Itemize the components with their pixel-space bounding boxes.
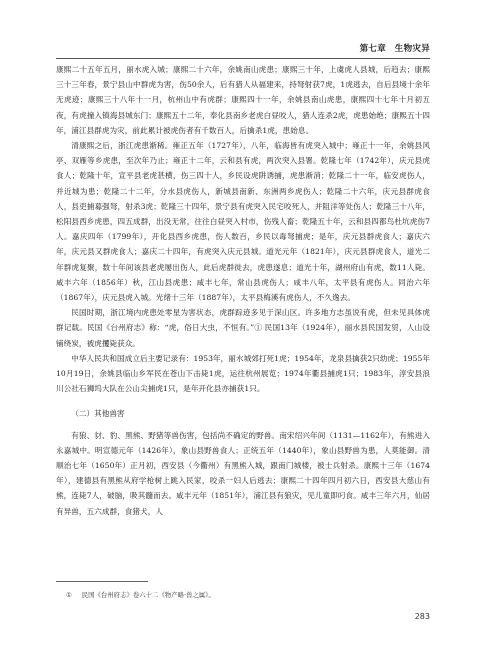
footnote-text: 民国《台州府志》卷六十二《物产略·兽之属》。 — [81, 591, 215, 599]
header-rule — [56, 58, 430, 59]
paragraph-5: 有狼、豺、豹、黑熊、野猪等兽伤害，包括尚不确定的野兽。南宋绍兴年间（1131—1162年），有熊进入永嘉城中。明宣德元年（1426年），象山县野兽食人；正统五年（1440年），象山县野兽为患，人莫能御。清顺治七年（1650年）正月初，西安县（今衢州）有黑熊入城，跟南门城楼，被士兵射杀。康熙十三年（1674年），建德县有黑熊从府学枪树上跳入民家，咬杀一妇人后逃去；康熙二十四年四月初六日，西安县大慈山有熊，连毙7人，破脑，吸其髓而去。咸丰元年（1851年），浦江县有狼灾，见儿童即叼食。咸丰三年六月，仙居有异兽，五六成群，食猪犬，人 — [56, 430, 430, 516]
page-number: 283 — [414, 612, 430, 621]
paragraph-2: 清康熙之后，浙江虎患渐稀。雍正五年（1727年），八年，临海皆有虎突入城中；雍正十一年，余姚县风亭、双雁等乡虎患，至次年乃止；雍正十二年，云和县有虎，两次突入县署。乾隆七年（1742年），庆元县虎食人；乾隆十年，宣平县老虎甚横，伤三四十人，乡民设虎阱诱捕，虎患渐消；乾隆二十一年，临安虎伤人，并近城为患；乾隆二十二年，分水县虎伤人，新城县南新、东洲两乡虎伤人；乾隆二十六年，庆元县群虎食人，县吏捕募强弩，射杀3虎；乾隆三十四年，景宁县有虎突入民宅咬死人，并阻洋等处伤人；乾隆三十八年，松阳县西乡虎患，四五成群，出没无常，往往白昼突入村市，伤残人畜；乾隆五十年，云和县四都鸟杜坑虎伤7人。嘉庆四年（1799年），开化县西乡虎患，伤人数百，乡民以毒弩捕虎；是年，庆元县群虎食人；嘉庆六年，庆元县又群虎食人；嘉庆二十四年，有虎突入庆元县城。道光元年（1821年），庆元县群虎食人，道光二年群虎复聚，数十年间该县老虎屡出伤人，此后虎群徙去，虎患遂息；道光十年，湖州府山有虎，数11人毙。咸丰六年（1856年）秋，江山县虎患；咸丰七年，常山县虎伤人；咸丰八年，太平县有虎伤人。同治六年（1867年），庆元县虎入城。光绪十三年（1887年），太平县梅溪有虎伤人，不久逸去。 — [56, 141, 430, 303]
footnote-mark: ① — [66, 591, 72, 599]
footnote — [66, 590, 215, 599]
paragraph-1: 康熙二十五年五月，丽水虎入城；康熙二十六年，余姚南山虎患；康熙三十年，上虞虎人县城，后趋去；康熙三十三年春，景宁县山中群虎为害，伤50余人，后有猎人从福建来，持弩射获7虎，1虎逃去，自后县境十余年无虎迹；康熙三十八年十一月，杭州山中有虎群；康熙四十一年，余姚县南山虎患，康熙四十七年十月初五夜，有虎撞入镇海县城东门；康熙五十二年，奉化县南乡老虎白昼咬人，猎人连杀2虎，虎患始绝；康熙五十四年，浦江县群虎为灾，前此累计被虎伤者有千数百人，后擒杀1虎，患始息。 — [56, 65, 430, 135]
body-text — [56, 62, 430, 519]
chapter-header: 第七章 生物灾异 — [359, 44, 430, 54]
paragraph-4: 中华人民共和国成立后主要记录有：1953年，丽水城郊打死1虎；1954年，龙泉县擒获2只幼虎；1955年10月19日，余姚县临山乡军民在苍山下击毙1虎，运往杭州展览；1974年衢县捕虎1只；1983年，淳安县浪川公社石狮坞大队在公山尖捕虎1只，是年开化县亦捕获1只。 — [56, 353, 430, 394]
paragraph-3: 民国时期，浙江境内虎患处零星为害状态，虎群踪迹多见于深山区。许多地方志虽说有虎，但未见具体虎群记载。民国《台州府志》称：“虎，俗日大虫，不恒有。”① 民国13年（1924年），丽水县民国发贸，人山设铺绕炭，被虎攫毙获众。 — [56, 308, 430, 348]
section-subheading: （二）其他兽害 — [71, 409, 125, 419]
footnote-rule — [56, 581, 148, 582]
